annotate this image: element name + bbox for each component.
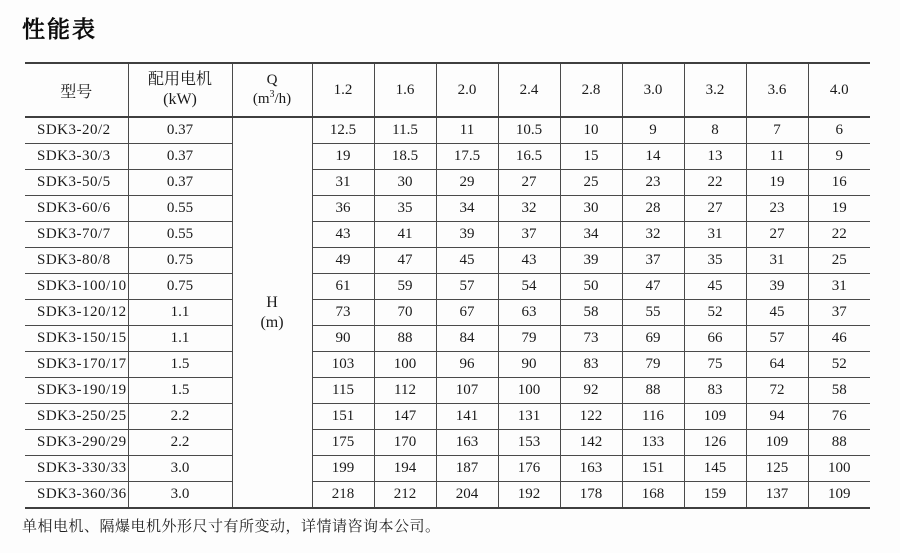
head-value-cell: 100 xyxy=(374,352,436,378)
head-value-cell: 83 xyxy=(684,378,746,404)
motor-kw-cell: 0.75 xyxy=(128,248,232,274)
col-header-flow-4.0: 4.0 xyxy=(808,63,870,117)
head-value-cell: 52 xyxy=(808,352,870,378)
head-value-cell: 92 xyxy=(560,378,622,404)
head-value-cell: 163 xyxy=(560,456,622,482)
table-row xyxy=(25,404,870,430)
head-value-cell: 37 xyxy=(808,300,870,326)
head-value-cell: 212 xyxy=(374,482,436,509)
head-value-cell: 63 xyxy=(498,300,560,326)
model-cell: SDK3-30/3 xyxy=(25,144,128,170)
performance-table xyxy=(25,62,870,509)
head-value-cell: 122 xyxy=(560,404,622,430)
head-value-cell: 19 xyxy=(808,196,870,222)
table-body xyxy=(25,117,870,508)
head-value-cell: 115 xyxy=(312,378,374,404)
head-value-cell: 100 xyxy=(808,456,870,482)
head-value-cell: 19 xyxy=(746,170,808,196)
table-header xyxy=(25,63,870,117)
head-value-cell: 11 xyxy=(436,117,498,144)
head-value-cell: 133 xyxy=(622,430,684,456)
head-value-cell: 100 xyxy=(498,378,560,404)
head-value-cell: 131 xyxy=(498,404,560,430)
head-value-cell: 22 xyxy=(684,170,746,196)
head-value-cell: 39 xyxy=(746,274,808,300)
motor-kw-cell: 1.5 xyxy=(128,378,232,404)
motor-kw-cell: 2.2 xyxy=(128,430,232,456)
model-cell: SDK3-150/15 xyxy=(25,326,128,352)
table-row xyxy=(25,274,870,300)
head-value-cell: 28 xyxy=(622,196,684,222)
head-value-cell: 109 xyxy=(684,404,746,430)
head-value-cell: 126 xyxy=(684,430,746,456)
col-header-flow-2.0: 2.0 xyxy=(436,63,498,117)
head-value-cell: 163 xyxy=(436,430,498,456)
head-symbol: H xyxy=(266,293,278,311)
head-value-cell: 83 xyxy=(560,352,622,378)
head-value-cell: 84 xyxy=(436,326,498,352)
table-row xyxy=(25,456,870,482)
model-cell: SDK3-330/33 xyxy=(25,456,128,482)
head-value-cell: 31 xyxy=(746,248,808,274)
table-row xyxy=(25,222,870,248)
head-value-cell: 39 xyxy=(436,222,498,248)
head-unit: (m) xyxy=(260,313,284,331)
model-cell: SDK3-360/36 xyxy=(25,482,128,509)
head-value-cell: 32 xyxy=(498,196,560,222)
motor-kw-cell: 1.1 xyxy=(128,326,232,352)
model-cell: SDK3-100/10 xyxy=(25,274,128,300)
head-value-cell: 9 xyxy=(622,117,684,144)
head-value-cell: 31 xyxy=(808,274,870,300)
head-value-cell: 88 xyxy=(374,326,436,352)
head-value-cell: 147 xyxy=(374,404,436,430)
head-value-cell: 47 xyxy=(374,248,436,274)
model-cell: SDK3-50/5 xyxy=(25,170,128,196)
head-value-cell: 31 xyxy=(684,222,746,248)
head-value-cell: 192 xyxy=(498,482,560,509)
head-value-cell: 16.5 xyxy=(498,144,560,170)
head-value-cell: 151 xyxy=(312,404,374,430)
head-value-cell: 66 xyxy=(684,326,746,352)
head-value-cell: 58 xyxy=(560,300,622,326)
motor-header-line1: 配用电机 xyxy=(147,71,212,88)
table-row xyxy=(25,170,870,196)
table-row xyxy=(25,196,870,222)
head-value-cell: 32 xyxy=(622,222,684,248)
header-row xyxy=(25,63,870,117)
head-value-cell: 25 xyxy=(808,248,870,274)
head-value-cell: 103 xyxy=(312,352,374,378)
head-value-cell: 96 xyxy=(436,352,498,378)
head-value-cell: 7 xyxy=(746,117,808,144)
head-value-cell: 12.5 xyxy=(312,117,374,144)
head-value-cell: 79 xyxy=(622,352,684,378)
head-value-cell: 8 xyxy=(684,117,746,144)
head-value-cell: 18.5 xyxy=(374,144,436,170)
head-value-cell: 25 xyxy=(560,170,622,196)
head-value-cell: 176 xyxy=(498,456,560,482)
model-cell: SDK3-190/19 xyxy=(25,378,128,404)
head-value-cell: 16 xyxy=(808,170,870,196)
head-unit-merged-cell xyxy=(232,117,312,508)
page-title: 性能表 xyxy=(22,17,97,43)
motor-header-line2: (kW) xyxy=(163,91,197,108)
head-value-cell: 64 xyxy=(746,352,808,378)
head-value-cell: 13 xyxy=(684,144,746,170)
motor-kw-cell: 3.0 xyxy=(128,482,232,509)
head-value-cell: 41 xyxy=(374,222,436,248)
head-value-cell: 30 xyxy=(560,196,622,222)
head-value-cell: 59 xyxy=(374,274,436,300)
model-cell: SDK3-170/17 xyxy=(25,352,128,378)
head-value-cell: 54 xyxy=(498,274,560,300)
head-value-cell: 175 xyxy=(312,430,374,456)
head-value-cell: 107 xyxy=(436,378,498,404)
head-value-cell: 187 xyxy=(436,456,498,482)
head-value-cell: 43 xyxy=(498,248,560,274)
head-value-cell: 151 xyxy=(622,456,684,482)
head-value-cell: 170 xyxy=(374,430,436,456)
motor-kw-cell: 0.55 xyxy=(128,222,232,248)
head-value-cell: 159 xyxy=(684,482,746,509)
head-value-cell: 37 xyxy=(498,222,560,248)
head-value-cell: 90 xyxy=(312,326,374,352)
head-value-cell: 6 xyxy=(808,117,870,144)
col-header-flow-q xyxy=(232,63,312,117)
head-value-cell: 76 xyxy=(808,404,870,430)
model-cell: SDK3-70/7 xyxy=(25,222,128,248)
head-value-cell: 47 xyxy=(622,274,684,300)
col-header-flow-2.4: 2.4 xyxy=(498,63,560,117)
head-value-cell: 34 xyxy=(560,222,622,248)
head-value-cell: 22 xyxy=(808,222,870,248)
head-value-cell: 112 xyxy=(374,378,436,404)
head-value-cell: 109 xyxy=(808,482,870,509)
model-cell: SDK3-250/25 xyxy=(25,404,128,430)
table-row xyxy=(25,482,870,509)
head-value-cell: 37 xyxy=(622,248,684,274)
table-row xyxy=(25,326,870,352)
head-value-cell: 116 xyxy=(622,404,684,430)
head-value-cell: 11.5 xyxy=(374,117,436,144)
motor-kw-cell: 1.1 xyxy=(128,300,232,326)
head-value-cell: 141 xyxy=(436,404,498,430)
motor-kw-cell: 0.75 xyxy=(128,274,232,300)
footnote: 单相电机、隔爆电机外形尺寸有所变动，详情请咨询本公司。 xyxy=(22,517,441,535)
head-value-cell: 19 xyxy=(312,144,374,170)
head-value-cell: 17.5 xyxy=(436,144,498,170)
head-value-cell: 88 xyxy=(622,378,684,404)
head-value-cell: 14 xyxy=(622,144,684,170)
head-value-cell: 10.5 xyxy=(498,117,560,144)
table-row xyxy=(25,300,870,326)
head-value-cell: 23 xyxy=(746,196,808,222)
head-value-cell: 27 xyxy=(498,170,560,196)
head-value-cell: 72 xyxy=(746,378,808,404)
q-unit-superscript: 3 xyxy=(269,89,275,100)
head-value-cell: 27 xyxy=(684,196,746,222)
model-cell: SDK3-120/12 xyxy=(25,300,128,326)
col-header-motor-power xyxy=(128,63,232,117)
head-value-cell: 75 xyxy=(684,352,746,378)
head-value-cell: 88 xyxy=(808,430,870,456)
model-cell: SDK3-290/29 xyxy=(25,430,128,456)
head-value-cell: 178 xyxy=(560,482,622,509)
head-value-cell: 61 xyxy=(312,274,374,300)
col-header-flow-3.0: 3.0 xyxy=(622,63,684,117)
head-value-cell: 57 xyxy=(436,274,498,300)
motor-kw-cell: 0.37 xyxy=(128,144,232,170)
table-row xyxy=(25,352,870,378)
head-value-cell: 109 xyxy=(746,430,808,456)
head-value-cell: 137 xyxy=(746,482,808,509)
head-value-cell: 168 xyxy=(622,482,684,509)
head-value-cell: 79 xyxy=(498,326,560,352)
motor-kw-cell: 1.5 xyxy=(128,352,232,378)
model-cell: SDK3-60/6 xyxy=(25,196,128,222)
head-value-cell: 11 xyxy=(746,144,808,170)
table-row xyxy=(25,248,870,274)
head-value-cell: 52 xyxy=(684,300,746,326)
head-value-cell: 94 xyxy=(746,404,808,430)
head-value-cell: 35 xyxy=(374,196,436,222)
head-value-cell: 90 xyxy=(498,352,560,378)
head-value-cell: 73 xyxy=(560,326,622,352)
head-value-cell: 35 xyxy=(684,248,746,274)
model-cell: SDK3-20/2 xyxy=(25,117,128,144)
head-value-cell: 67 xyxy=(436,300,498,326)
motor-kw-cell: 0.37 xyxy=(128,170,232,196)
q-symbol: Q xyxy=(266,72,278,89)
motor-kw-cell: 3.0 xyxy=(128,456,232,482)
head-value-cell: 30 xyxy=(374,170,436,196)
model-cell: SDK3-80/8 xyxy=(25,248,128,274)
head-value-cell: 69 xyxy=(622,326,684,352)
head-value-cell: 194 xyxy=(374,456,436,482)
head-value-cell: 46 xyxy=(808,326,870,352)
col-header-flow-1.6: 1.6 xyxy=(374,63,436,117)
motor-kw-cell: 0.37 xyxy=(128,117,232,144)
head-value-cell: 145 xyxy=(684,456,746,482)
head-value-cell: 55 xyxy=(622,300,684,326)
head-value-cell: 43 xyxy=(312,222,374,248)
col-header-model: 型号 xyxy=(25,63,128,117)
table-row xyxy=(25,378,870,404)
q-unit: $(m^3/h)$ xyxy=(252,89,292,107)
head-value-cell: 125 xyxy=(746,456,808,482)
head-value-cell: 39 xyxy=(560,248,622,274)
head-value-cell: 29 xyxy=(436,170,498,196)
head-value-cell: 57 xyxy=(746,326,808,352)
head-value-cell: 36 xyxy=(312,196,374,222)
head-value-cell: 45 xyxy=(436,248,498,274)
table-row xyxy=(25,117,870,144)
table-row xyxy=(25,430,870,456)
head-value-cell: 73 xyxy=(312,300,374,326)
head-value-cell: 70 xyxy=(374,300,436,326)
head-value-cell: 45 xyxy=(746,300,808,326)
col-header-flow-2.8: 2.8 xyxy=(560,63,622,117)
motor-kw-cell: 0.55 xyxy=(128,196,232,222)
head-value-cell: 27 xyxy=(746,222,808,248)
table-row xyxy=(25,144,870,170)
head-value-cell: 34 xyxy=(436,196,498,222)
col-header-flow-3.2: 3.2 xyxy=(684,63,746,117)
head-value-cell: 218 xyxy=(312,482,374,509)
head-value-cell: 49 xyxy=(312,248,374,274)
head-value-cell: 50 xyxy=(560,274,622,300)
head-value-cell: 15 xyxy=(560,144,622,170)
head-value-cell: 199 xyxy=(312,456,374,482)
head-value-cell: 58 xyxy=(808,378,870,404)
head-value-cell: 10 xyxy=(560,117,622,144)
col-header-flow-1.2: 1.2 xyxy=(312,63,374,117)
col-header-flow-3.6: 3.6 xyxy=(746,63,808,117)
head-value-cell: 204 xyxy=(436,482,498,509)
motor-kw-cell: 2.2 xyxy=(128,404,232,430)
head-value-cell: 45 xyxy=(684,274,746,300)
head-value-cell: 142 xyxy=(560,430,622,456)
head-value-cell: 9 xyxy=(808,144,870,170)
head-value-cell: 23 xyxy=(622,170,684,196)
head-value-cell: 153 xyxy=(498,430,560,456)
head-value-cell: 31 xyxy=(312,170,374,196)
